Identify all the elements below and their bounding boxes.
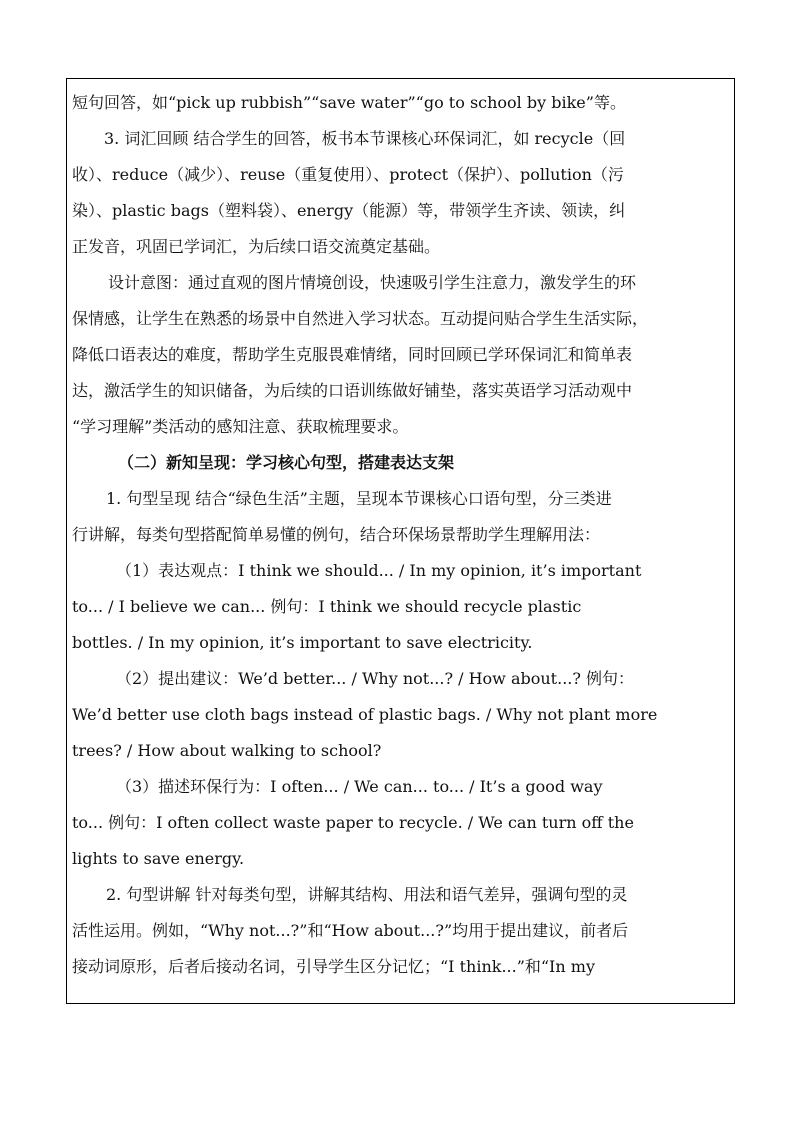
text-line-24: 活性运用。例如，“Why not...?”和“How about...?”均用于提出建议，前者后 xyxy=(72,921,629,940)
text-line-19: trees? / How about walking to school? xyxy=(72,741,382,760)
text-line-17: （2）提出建议：We’d better... / Why not...? / How about...? 例句： xyxy=(116,669,635,688)
section-heading: （二）新知呈现：学习核心句型，搭建表达支架 xyxy=(118,453,455,472)
text-line-10: “学习理解”类活动的感知注意、获取梳理要求。 xyxy=(72,417,409,436)
text-line-20: （3）描述环保行为：I often... / We can... to... / It’s a good way xyxy=(116,777,603,796)
text-line-8: 降低口语表达的难度，帮助学生克服畏难情绪，同时回顾已学环保词汇和简单表 xyxy=(72,345,633,364)
text-line-22: lights to save energy. xyxy=(72,849,245,868)
text-line-13: 行讲解，每类句型搭配简单易懂的例句，结合环保场景帮助学生理解用法： xyxy=(72,525,601,544)
text-line-4: 染）、plastic bags（塑料袋）、energy（能源）等，带领学生齐读、领读，纠 xyxy=(72,201,626,220)
text-line-25: 接动词原形，后者后接动名词，引导学生区分记忆；“I think...”和“In my xyxy=(72,957,595,976)
text-line-7: 保情感，让学生在熟悉的场景中自然进入学习状态。互动提问贴合学生生活实际， xyxy=(72,309,649,328)
text-line-16: bottles. / In my opinion, it’s important to save electricity. xyxy=(72,633,533,652)
text-line-2: 3. 词汇回顾 结合学生的回答，板书本节课核心环保词汇，如 recycle（回 xyxy=(104,129,626,148)
text-line-3: 收）、reduce（减少）、reuse（重复使用）、protect（保护）、pollution（污 xyxy=(72,165,624,184)
text-line-18: We’d better use cloth bags instead of plastic bags. / Why not plant more xyxy=(72,705,658,724)
text-line-9: 达，激活学生的知识储备，为后续的口语训练做好铺垫，落实英语学习活动观中 xyxy=(72,381,633,400)
text-line-5: 正发音，巩固已学词汇，为后续口语交流奠定基础。 xyxy=(72,237,441,256)
text-line-6: 设计意图：通过直观的图片情境创设，快速吸引学生注意力，激发学生的环 xyxy=(108,273,637,292)
text-line-12: 1. 句型呈现 结合“绿色生活”主题，呈现本节课核心口语句型，分三类进 xyxy=(106,489,612,508)
text-line-14: （1）表达观点：I think we should... / In my opinion, it’s important xyxy=(116,561,642,580)
text-line-23: 2. 句型讲解 针对每类句型，讲解其结构、用法和语气差异，强调句型的灵 xyxy=(106,885,628,904)
text-line-15: to... / I believe we can... 例句：I think we should recycle plastic xyxy=(72,597,582,616)
text-line-1: 短句回答，如“pick up rubbish”“save water”“go to school by bike”等。 xyxy=(72,93,626,112)
text-line-21: to... 例句：I often collect waste paper to recycle. / We can turn off the xyxy=(72,813,634,832)
